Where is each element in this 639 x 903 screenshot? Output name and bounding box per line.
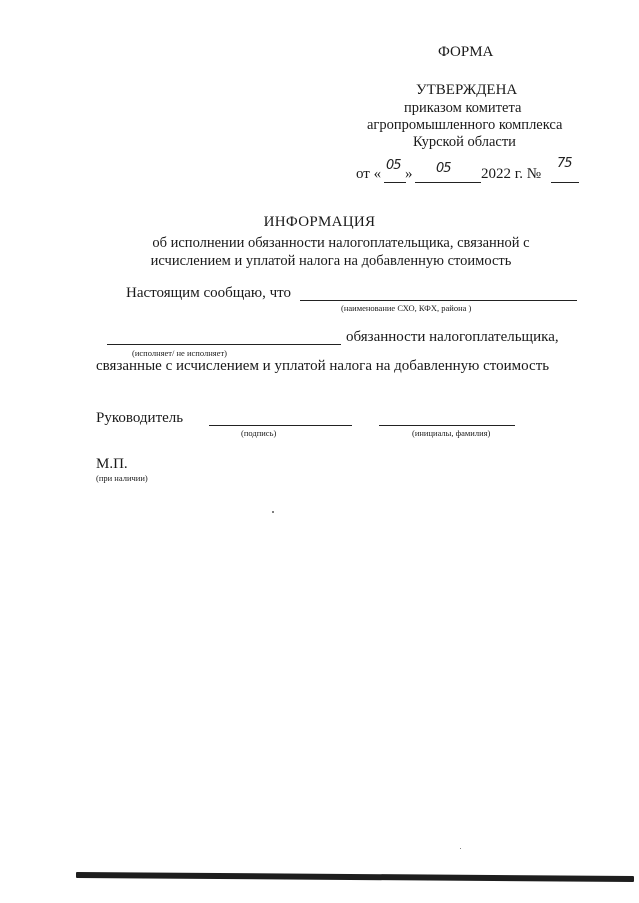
document-title: ИНФОРМАЦИЯ [263,214,376,230]
name-caption: (инициалы, фамилия) [412,428,491,438]
approved-label: УТВЕРЖДЕНА [416,82,518,98]
title-sub-line-2: исчислением и уплатой налога на добавленную стоимость [150,253,512,269]
order-line-1: приказом комитета [404,100,522,116]
obligations-text: обязанности налогоплательщика, [346,329,559,345]
signature-caption: (подпись) [241,428,277,438]
stamp-label: М.П. [96,456,128,472]
date-prefix: от « [356,166,382,182]
number-underline [551,182,579,183]
org-name-underline [300,300,577,301]
order-line-2: агропромышленного комплекса [367,117,563,133]
report-prefix: Настоящим сообщаю, что [126,285,292,301]
scan-bottom-edge [76,872,634,882]
date-year: 2022 г. № [481,166,542,182]
name-underline [379,425,515,426]
title-sub-line-1: об исполнении обязанности налогоплательщика, связанной с [152,235,530,251]
day-underline [384,182,406,183]
order-number-handwritten: 75 [557,156,572,171]
date-month-handwritten: 05 [436,161,451,176]
signature-role: Руководитель [96,410,184,426]
perform-underline [107,344,341,345]
month-underline [415,182,481,183]
order-line-3: Курской области [413,134,516,150]
signature-underline [209,425,352,426]
related-text: связанные с исчислением и уплатой налога на добавленную стоимость [96,358,550,374]
stamp-caption: (при наличии) [96,473,148,483]
perform-caption: (исполняет/ не исполняет) [132,348,227,358]
scan-speck [272,511,274,513]
form-label: ФОРМА [438,44,494,60]
org-name-caption: (наименование СХО, КФХ, района ) [341,303,472,313]
date-day-handwritten: 05 [386,158,401,173]
date-mid: » [405,166,413,182]
scan-speck [460,848,461,849]
